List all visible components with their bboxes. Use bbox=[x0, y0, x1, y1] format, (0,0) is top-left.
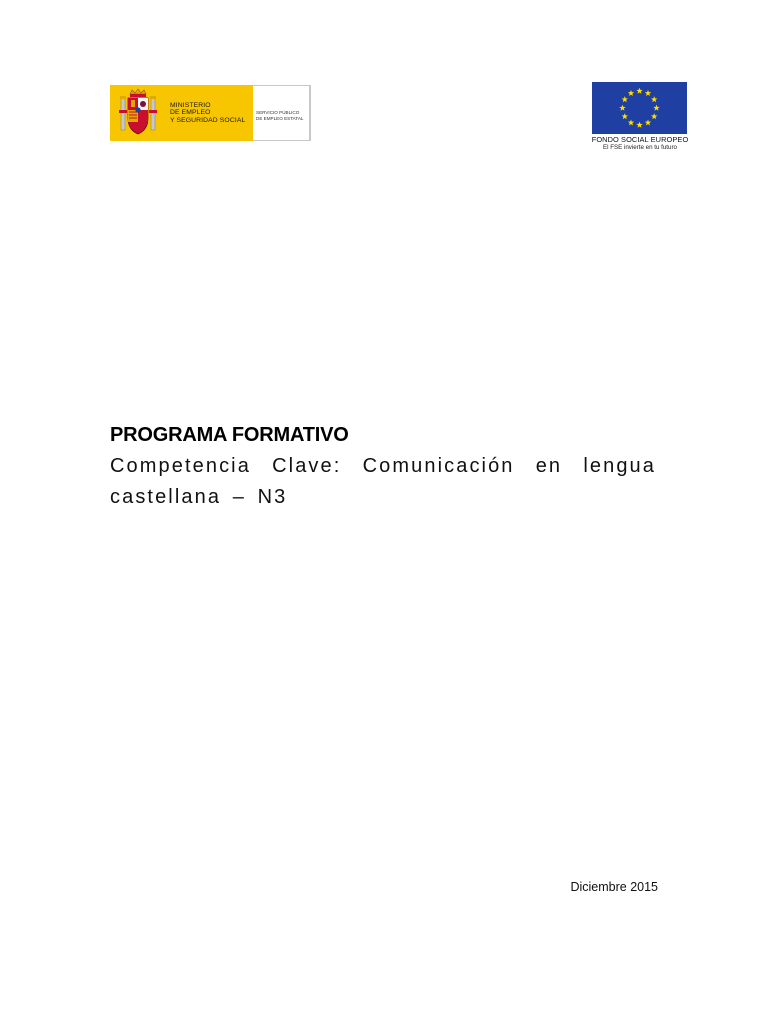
eu-flag-icon bbox=[592, 82, 687, 134]
coat-of-arms-icon bbox=[118, 88, 158, 138]
fse-title: FONDO SOCIAL EUROPEO bbox=[591, 135, 689, 144]
fse-logo bbox=[576, 82, 704, 152]
ministerio-logo-service-panel bbox=[253, 85, 311, 141]
document-subtitle: Competencia Clave: Comunicación en lengua castellana – N3 bbox=[110, 455, 656, 508]
document-title: PROGRAMA FORMATIVO bbox=[110, 424, 349, 446]
document-date: Diciembre 2015 bbox=[570, 880, 658, 894]
service-name: SERVICIO PÚBLICO DE EMPLEO ESTATAL bbox=[256, 110, 304, 121]
fse-motto: El FSE invierte en tu futuro bbox=[603, 144, 677, 151]
ministerio-logo bbox=[110, 85, 311, 141]
ministerio-logo-band bbox=[110, 85, 253, 141]
ministerio-name: MINISTERIO DE EMPLEO Y SEGURIDAD SOCIAL bbox=[170, 101, 246, 124]
